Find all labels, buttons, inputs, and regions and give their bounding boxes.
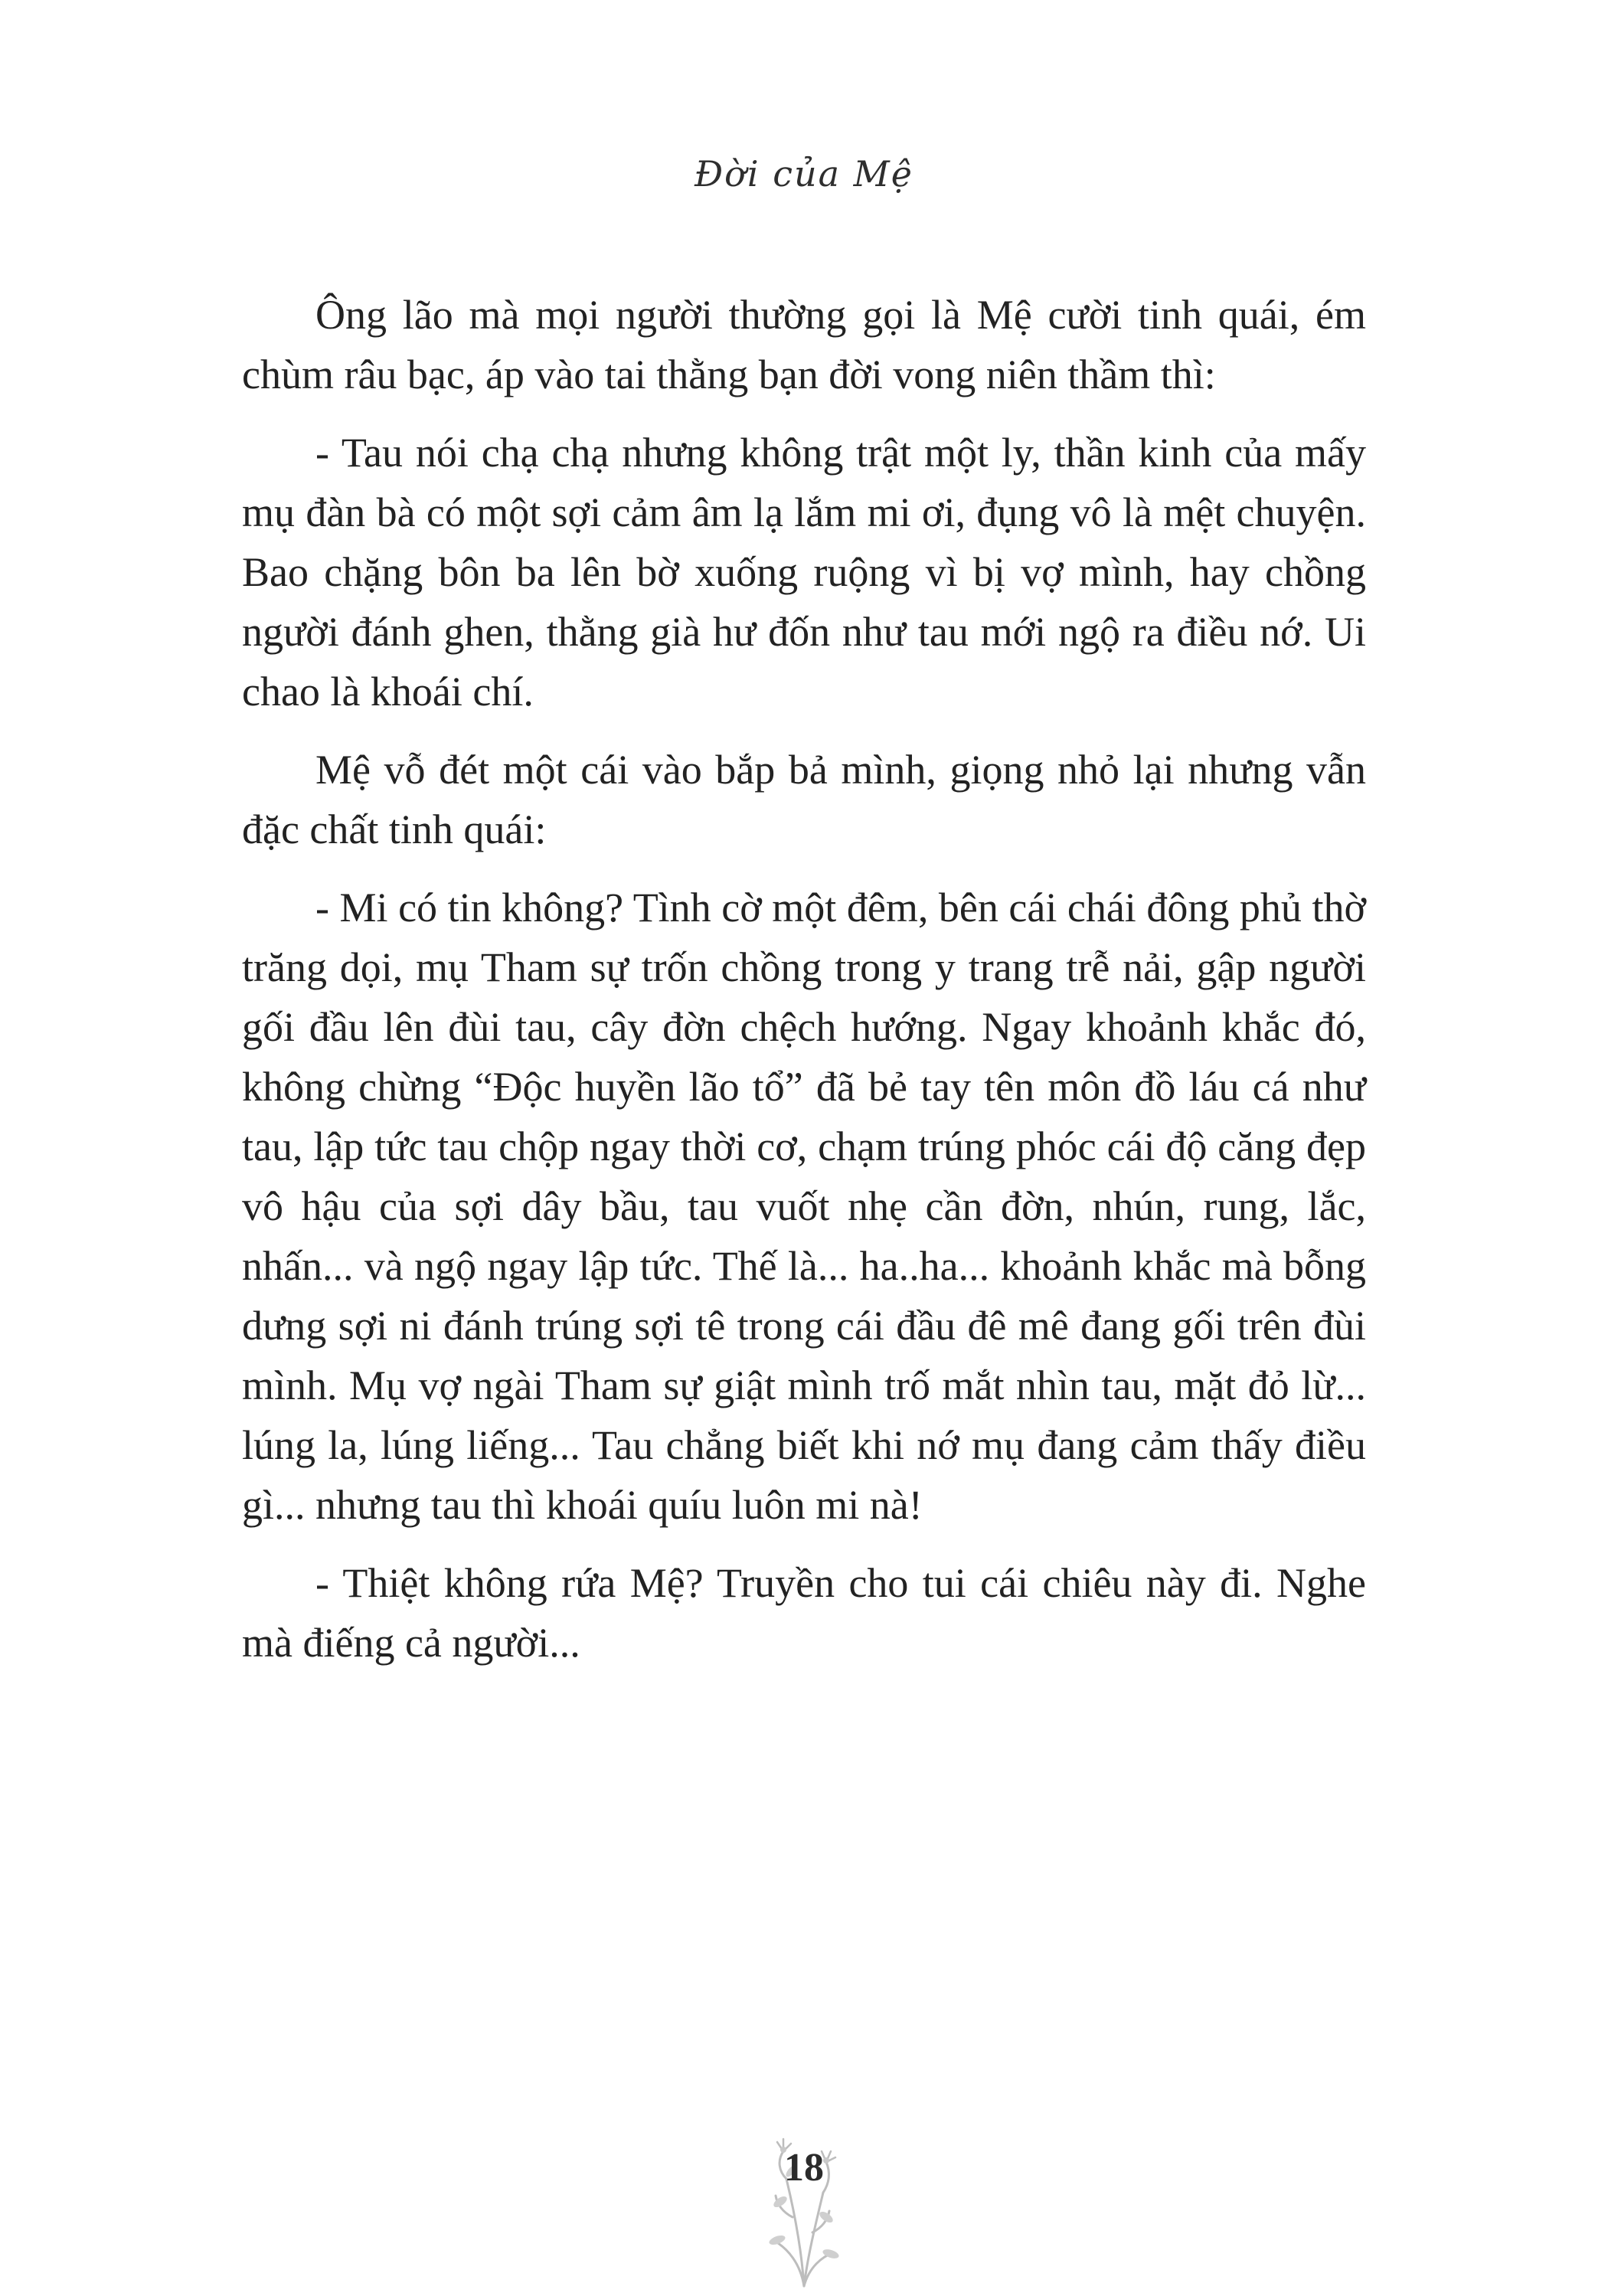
page-header: [0, 0, 1608, 195]
paragraph: Mệ vỗ đét một cái vào bắp bả mình, giọng nhỏ lại nhưng vẫn đặc chất tinh quái:: [242, 747, 1366, 852]
paragraph: - Tau nói chạ chạ nhưng không trật một ly, thần kinh của mấy mụ đàn bà có một sợi cảm âm lạ lắm mi ơi, đụng vô là mệt chuyện. Bao chặng bôn ba lên bờ xuống ruộng vì bị vợ mình, hay chồng người đánh ghen, thằng già hư đốn như tau mới ngộ ra điều nớ. Ui chao là khoái chí.: [242, 430, 1366, 715]
paragraph: - Mi có tin không? Tình cờ một đêm, bên cái chái đông phủ thờ trăng dọi, mụ Tham sự trốn chồng trong y trang trễ nải, gập người gối đầu lên đùi tau, cây đờn chệch hướng. Ngay khoảnh khắc đó, không chừng “Độc huyền lão tổ” đã bẻ tay tên môn đồ láu cá như tau, lập tức tau chộp ngay thời cơ, chạm trúng phóc cái độ căng đẹp vô hậu của sợi dây bầu, tau vuốt nhẹ cần đờn, nhún, rung, lắc, nhấn... và ngộ ngay lập tức. Thế là... ha..ha... khoảnh khắc mà bỗng dưng sợi ni đánh trúng sợi tê trong cái đầu đê mê đang gối trên đùi mình. Mụ vợ ngài Tham sự giật mình trố mắt nhìn tau, mặt đỏ lừ... lúng la, lúng liếng... Tau chẳng biết khi nớ mụ đang cảm thấy điều gì... nhưng tau thì khoái quíu luôn mi nà!: [242, 885, 1366, 1528]
page-header-title: Đời của Mệ: [695, 153, 913, 195]
page-content: [242, 285, 1366, 1673]
footer-art: [739, 2125, 869, 2290]
paragraph: Ông lão mà mọi người thường gọi là Mệ cười tinh quái, ém chùm râu bạc, áp vào tai thằng bạn đời vong niên thầm thì:: [242, 292, 1366, 397]
page-number: 18: [784, 2146, 824, 2190]
paragraph: - Thiệt không rứa Mệ? Truyền cho tui cái chiêu này đi. Nghe mà điếng cả người...: [242, 1560, 1366, 1666]
page-footer: [0, 2125, 1608, 2290]
